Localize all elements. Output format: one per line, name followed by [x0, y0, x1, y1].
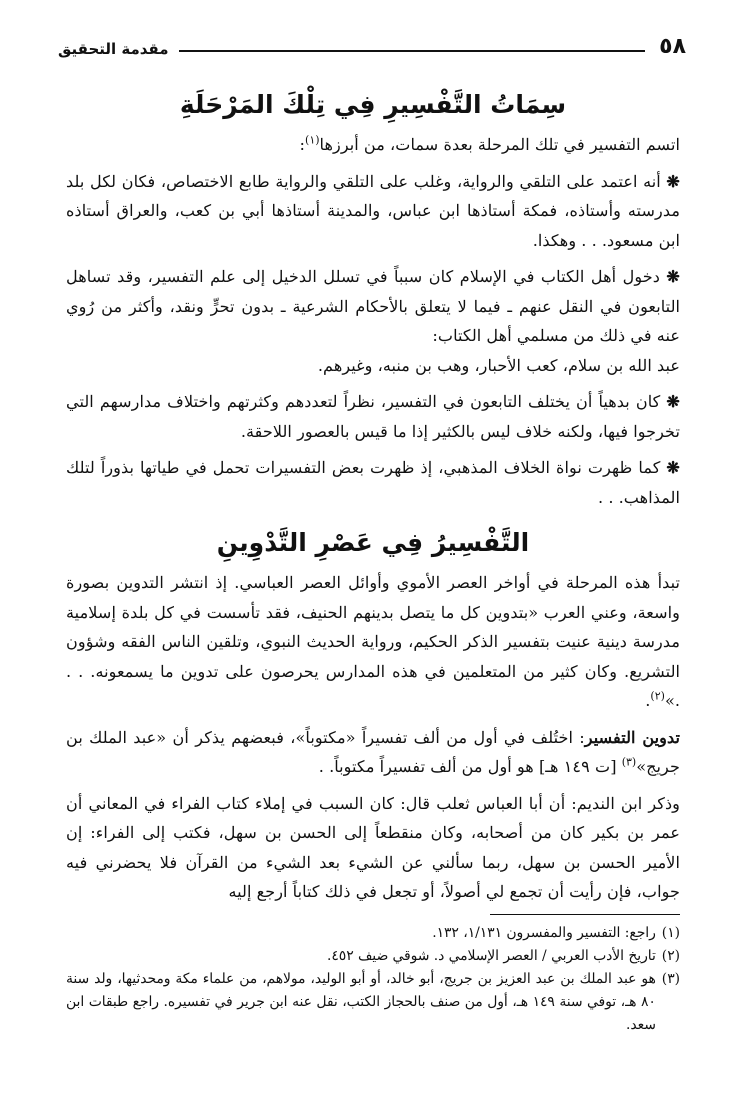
footnote-ref-1[interactable]: (١)	[305, 133, 320, 147]
names-line: عبد الله بن سلام، كعب الأحبار، وهب بن منبه، وغيرهم.	[317, 355, 680, 375]
bullet-icon: ❋	[666, 458, 680, 477]
running-title: مقدمة التحقيق	[58, 40, 169, 58]
page-header	[58, 30, 686, 58]
footnote-ref-3[interactable]: (٣)	[621, 755, 637, 769]
footnote-number: (٣)	[661, 971, 680, 987]
codification-paragraph: تبدأ هذه المرحلة في أواخر العصر الأموي وأوائل العصر العباسي. إذ انتشر التدوين بصورة واسعة، وعني العرب «بتدوين كل ما يتصل بدينهم الحنيف، فقد تأسست في كل بلدة إسلامية مدرسة دينية عنيت بتفسير الذكر الحكيم، ورواية الحديث النبوي، وتلقين الناس الفقه وشؤون التشريع. وكان كثير من المتعلمين في هذه المدارس يحرصون على تدوين ما يسمعونه. . . .»$^{(٢)}$.	[66, 573, 680, 710]
footnote-text: راجع: التفسير والمفسرون ١/١٣١، ١٣٢.	[432, 925, 656, 941]
page-number: ٥٨	[659, 34, 686, 59]
footnotes	[66, 922, 680, 1037]
bullet-paragraph-disagreement: ❋ كان بدهياً أن يختلف التابعون في التفسير، نظراً لتعددهم وكثرتهم واختلاف مدارسهم التي تخرجوا فيها، ولكنه خلاف ليس بالكثير إذا ما قيس بالعصور اللاحقة.	[66, 392, 680, 441]
footnote-text: تاريخ الأدب العربي / العصر الإسلامي د. شوقي ضيف ٤٥٢.	[326, 948, 656, 964]
bullet-paragraph-reception: ❋ أنه اعتمد على التلقي والرواية، وغلب على التلقي والرواية طابع الاختصاص، فكان لكل بلد مدرسته وأستاذه، فمكة أستاذها ابن عباس، والمدينة أستاذها أبي بن كعب، والعراق أستاذه ابن مسعود. . . وهكذا.	[66, 171, 680, 250]
header-rule	[179, 50, 646, 52]
footnote-text: هو عبد الملك بن عبد العزيز بن جريج، أبو خالد، أو أبو الوليد، مولاهم، من علماء مكة ومحدثيها، ولد سنة ٨٠ هـ، توفي سنة ١٤٩ هـ، أول من صنف بالحجاز الكتب، نقل عنه ابن جرير في تفسيره. راجع طبقات ابن سعد.	[66, 971, 656, 1033]
bullet-paragraph-sectarian: ❋ كما ظهرت نواة الخلاف المذهبي، إذ ظهرت بعض التفسيرات تحمل في طياتها بذوراً لتلك المذاهب. . .	[66, 458, 680, 507]
main-text	[66, 88, 680, 907]
bullet-paragraph-people-of-book: ❋ دخول أهل الكتاب في الإسلام كان سبباً في تسلل الدخيل إلى علم التفسير، وقد تساهل التابعون في النقل عنهم ـ فيما لا يتعلق بالأحكام الشرعية ـ بدون تحرٍّ ونقد، وأكثر من رُوي عنه في ذلك من مسلمي أهل الكتاب:	[66, 267, 680, 345]
footnote-ref-2[interactable]: (٢)	[650, 689, 665, 703]
bullet-icon: ❋	[666, 392, 680, 411]
footnote	[66, 945, 680, 968]
first-tafsir-paragraph: تدوين التفسير: اختُلف في أول من ألف تفسيراً «مكتوباً»، فبعضهم يذكر أن «عبد الملك بن جريج»$^{(٣)}$ [ت ١٤٩ هـ] هو أول من ألف تفسيراً مكتوباً. .	[66, 727, 681, 776]
footnote	[66, 922, 680, 945]
footnote	[66, 968, 680, 1037]
bullet-icon: ❋	[666, 171, 680, 191]
footnote-number: (١)	[661, 925, 680, 941]
intro-paragraph: اتسم التفسير في تلك المرحلة بعدة سمات، من أبرزها$^{(١)}$:	[299, 133, 680, 154]
section-heading-codification: التَّفْسِيرُ فِي عَصْرِ التَّدْوِينِ	[216, 528, 530, 557]
section-heading-features: سِمَاتُ التَّفْسِيرِ فِي تِلْكَ المَرْحَلَةِ	[179, 90, 567, 119]
footnote-separator	[490, 914, 680, 915]
paragraph-label: تدوين التفسير	[584, 727, 681, 747]
bullet-icon: ❋	[666, 267, 680, 286]
footnote-number: (٢)	[661, 948, 680, 964]
ibn-nadim-paragraph: وذكر ابن النديم: أن أبا العباس ثعلب قال: كان السبب في إملاء كتاب الفراء في المعاني أن عمر بن بكير كان من أصحابه، وكان منقطعاً إلى الحسن بن سهل، فكتب إلى الفراء: إن الأمير الحسن بن سهل، ربما سألني عن الشيء بعد الشيء من القرآن فلا يحضرني فيه جواب، فإن رأيت أن تجمع لي أصولاً، أو تجعل في ذلك كتاباً أرجع إليه	[66, 793, 680, 901]
